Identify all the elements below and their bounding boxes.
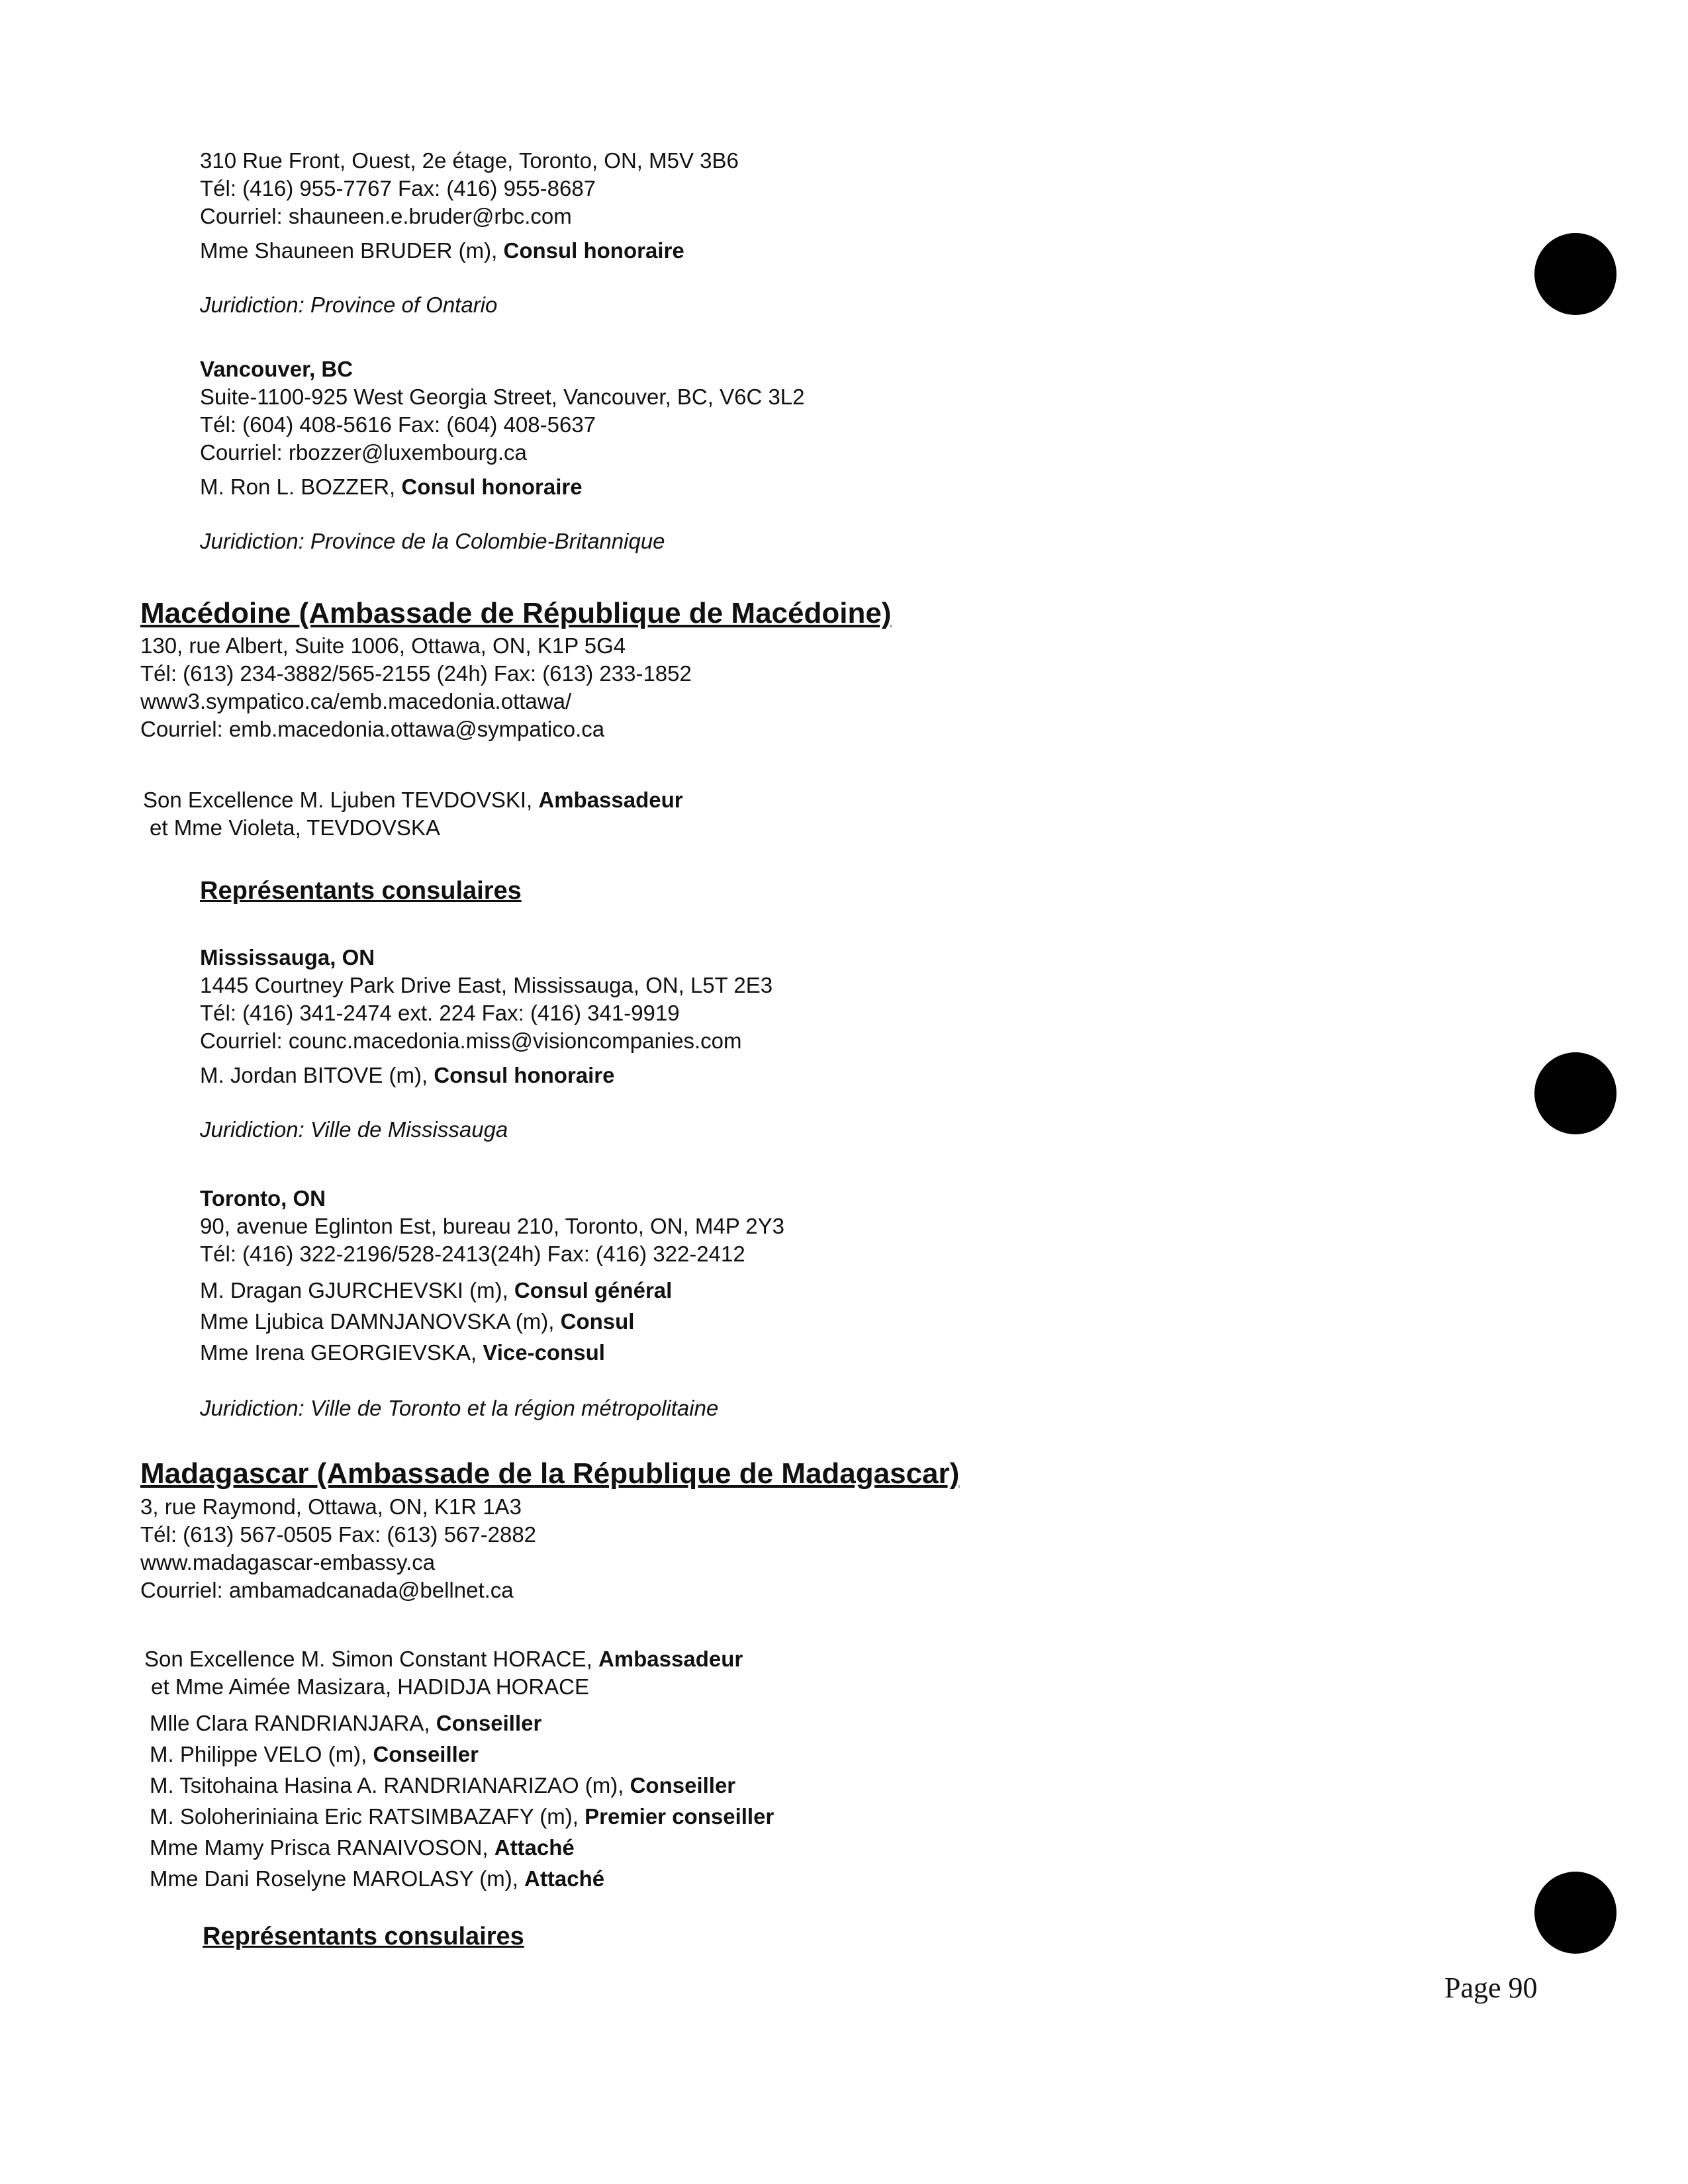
consul-entry bbox=[200, 237, 739, 265]
madagascar-staff-list bbox=[150, 1707, 774, 1894]
email: Courriel: emb.macedonia.ottawa@sympatico.ca bbox=[140, 717, 605, 741]
staff-name: Mme Irena GEORGIEVSKA, bbox=[200, 1340, 483, 1365]
ambassador-entry bbox=[143, 786, 683, 814]
consul-entry bbox=[200, 473, 805, 501]
punch-hole bbox=[1534, 1052, 1617, 1134]
consul-entry bbox=[200, 1062, 773, 1089]
website: www.madagascar-embassy.ca bbox=[140, 1550, 436, 1574]
staff-name: M. Philippe VELO (m), bbox=[150, 1742, 373, 1766]
punch-hole bbox=[1534, 1872, 1617, 1954]
staff-name: M. Dragan GJURCHEVSKI (m), bbox=[200, 1278, 514, 1302]
email: Courriel: ambamadcanada@bellnet.ca bbox=[140, 1578, 514, 1602]
staff-title: Conseiller bbox=[373, 1742, 479, 1766]
section-heading-macedoine: Macédoine (Ambassade de République de Macédoine) bbox=[140, 597, 892, 629]
jurisdiction: Juridiction: Province de la Colombie-Britannique bbox=[200, 529, 665, 553]
phone-fax: Tél: (416) 322-2196/528-2413(24h) Fax: (416) 322-2412 bbox=[200, 1242, 745, 1266]
address: 90, avenue Eglinton Est, bureau 210, Toronto, ON, M4P 2Y3 bbox=[200, 1214, 785, 1238]
address: 1445 Courtney Park Drive East, Mississauga, ON, L5T 2E3 bbox=[200, 973, 773, 997]
spouse: et Mme Violeta, TEVDOVSKA bbox=[150, 815, 440, 840]
ambassador-name: Son Excellence M. Ljuben TEVDOVSKI, bbox=[143, 788, 539, 812]
person-name: Mme Shauneen BRUDER (m), bbox=[200, 238, 504, 263]
staff-name: M. Tsitohaina Hasina A. RANDRIANARIZAO (m), bbox=[150, 1773, 630, 1797]
staff-entry bbox=[150, 1739, 774, 1770]
phone-fax: Tél: (613) 234-3882/565-2155 (24h) Fax: (613) 233-1852 bbox=[140, 661, 692, 686]
jurisdiction: Juridiction: Ville de Mississauga bbox=[200, 1117, 508, 1142]
staff-title: Conseiller bbox=[436, 1711, 542, 1735]
staff-entry bbox=[200, 1306, 784, 1337]
person-title: Consul honoraire bbox=[503, 238, 684, 263]
staff-title: Vice-consul bbox=[483, 1340, 605, 1365]
macedoine-embassy-contact bbox=[140, 632, 692, 743]
spouse: et Mme Aimée Masizara, HADIDJA HORACE bbox=[151, 1674, 589, 1699]
person-name: M. Jordan BITOVE (m), bbox=[200, 1063, 434, 1087]
toronto-consulate-block bbox=[200, 1185, 784, 1422]
jurisdiction: Juridiction: Province of Ontario bbox=[200, 293, 498, 317]
person-name: M. Ron L. BOZZER, bbox=[200, 475, 402, 499]
staff-name: M. Soloheriniaina Eric RATSIMBAZAFY (m), bbox=[150, 1804, 585, 1829]
staff-title: Premier conseiller bbox=[585, 1804, 774, 1829]
toronto-consulate-block bbox=[200, 147, 739, 319]
email: Courriel: shauneen.e.bruder@rbc.com bbox=[200, 204, 572, 228]
staff-title: Conseiller bbox=[630, 1773, 736, 1797]
macedoine-ambassador bbox=[143, 786, 683, 842]
ambassador-name: Son Excellence M. Simon Constant HORACE, bbox=[144, 1647, 598, 1671]
email: Courriel: rbozzer@luxembourg.ca bbox=[200, 440, 527, 465]
staff-entry bbox=[150, 1863, 774, 1894]
staff-list bbox=[200, 1275, 784, 1368]
jurisdiction: Juridiction: Ville de Toronto et la région métropolitaine bbox=[200, 1396, 719, 1420]
staff-entry bbox=[150, 1832, 774, 1863]
staff-title: Consul général bbox=[514, 1278, 673, 1302]
address: 3, rue Raymond, Ottawa, ON, K1R 1A3 bbox=[140, 1494, 522, 1519]
staff-entry bbox=[200, 1337, 784, 1368]
consular-heading: Représentants consulaires bbox=[203, 1923, 524, 1950]
vancouver-consulate-block bbox=[200, 355, 805, 555]
madagascar-embassy-contact bbox=[140, 1493, 536, 1604]
city-heading: Toronto, ON bbox=[200, 1186, 326, 1210]
phone-fax: Tél: (604) 408-5616 Fax: (604) 408-5637 bbox=[200, 412, 596, 437]
ambassador-title: Ambassadeur bbox=[598, 1647, 743, 1671]
staff-name: Mlle Clara RANDRIANJARA, bbox=[150, 1711, 436, 1735]
address: 310 Rue Front, Ouest, 2e étage, Toronto, ON, M5V 3B6 bbox=[200, 148, 739, 173]
city-heading: Vancouver, BC bbox=[200, 357, 353, 381]
website: www3.sympatico.ca/emb.macedonia.ottawa/ bbox=[140, 689, 572, 713]
email: Courriel: counc.macedonia.miss@visioncompanies.com bbox=[200, 1028, 742, 1053]
staff-name: Mme Mamy Prisca RANAIVOSON, bbox=[150, 1835, 494, 1860]
staff-entry bbox=[150, 1707, 774, 1739]
staff-entry bbox=[150, 1770, 774, 1801]
staff-name: Mme Dani Roselyne MAROLASY (m), bbox=[150, 1866, 525, 1891]
section-heading-madagascar: Madagascar (Ambassade de la République de Madagascar) bbox=[140, 1457, 960, 1490]
staff-title: Consul bbox=[560, 1309, 635, 1334]
madagascar-ambassador bbox=[144, 1645, 743, 1701]
consular-heading: Représentants consulaires bbox=[200, 877, 522, 905]
city-heading: Mississauga, ON bbox=[200, 945, 375, 970]
phone-fax: Tél: (416) 341-2474 ext. 224 Fax: (416) 341-9919 bbox=[200, 1001, 680, 1025]
staff-title: Attaché bbox=[494, 1835, 575, 1860]
staff-entry bbox=[200, 1275, 784, 1306]
staff-title: Attaché bbox=[524, 1866, 605, 1891]
person-title: Consul honoraire bbox=[434, 1063, 615, 1087]
ambassador-title: Ambassadeur bbox=[538, 788, 683, 812]
person-title: Consul honoraire bbox=[401, 475, 583, 499]
punch-hole bbox=[1534, 233, 1617, 315]
phone-fax: Tél: (416) 955-7767 Fax: (416) 955-8687 bbox=[200, 176, 596, 201]
page-number: Page 90 bbox=[1444, 1972, 1538, 2004]
ambassador-entry bbox=[144, 1645, 743, 1673]
staff-entry bbox=[150, 1801, 774, 1832]
address: 130, rue Albert, Suite 1006, Ottawa, ON, K1P 5G4 bbox=[140, 633, 626, 658]
phone-fax: Tél: (613) 567-0505 Fax: (613) 567-2882 bbox=[140, 1522, 537, 1547]
mississauga-consulate-block bbox=[200, 944, 773, 1144]
address: Suite-1100-925 West Georgia Street, Vancouver, BC, V6C 3L2 bbox=[200, 385, 805, 409]
staff-name: Mme Ljubica DAMNJANOVSKA (m), bbox=[200, 1309, 561, 1334]
